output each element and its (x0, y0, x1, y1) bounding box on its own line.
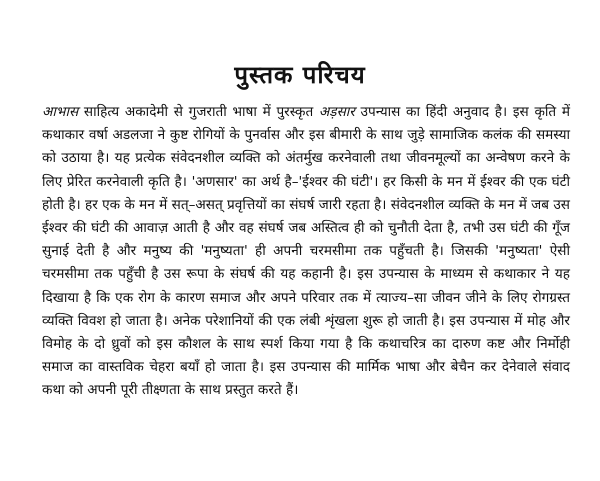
book-title-abhas: आभास (42, 104, 79, 120)
paragraph-text-part-2: उपन्यास का हिंदी अनुवाद है। इस कृति में कथाकार वर्षा अडलजा ने कुष्ट रोगियों के पुनर्वास और इस बीमारी के साथ जुड़े सामाजिक कलंक की समस्या को उठाया है। यह प्रत्येक संवेदनशील व्यक्ति को अंतर्मुख करनेवाली तथा जीवनमूल्यों का अन्वेषण करने के लिए प्रेरित करनेवाली कृति है। 'अणसार' का अर्थ है–'ईश्वर की घंटी'। हर किसी के मन में ईश्वर की एक घंटी होती है। हर एक के मन में सत्–असत् प्रवृत्तियों का संघर्ष जारी रहता है। संवेदनशील व्यक्ति के मन में जब उस ईश्वर की घंटी की आवाज़ आती है और वह संघर्ष जब अस्तित्व ही को चुनौती देता है, तभी उस घंटी की गूँज सुनाई देती है और मनुष्य की 'मनुष्यता' ही अपनी चरमसीमा तक पहुँचती है। जिसकी 'मनुष्यता' ऐसी चरमसीमा तक पहुँची है उस रूपा के संघर्ष की यह कहानी है। इस उपन्यास के माध्यम से कथाकार ने यह दिखाया है कि एक रोग के कारण समाज और अपने परिवार तक में त्याज्य–सा जीवन जीने के लिए रोगग्रस्त व्यक्ति विवश हो जाता है। अनेक परेशानियों की एक लंबी शृंखला शुरू हो जाती है। इस उपन्यास में मोह और विमोह के दो ध्रुवों को इस कौशल के साथ स्पर्श किया गया है कि कथाचरित्र का दारुण कष्ट और निर्मोही समाज का वास्तविक चेहरा बयाँ हो जाता है। इस उपन्यास की मार्मिक भाषा और बेचैन कर देनेवाले संवाद कथा को अपनी पूरी तीक्ष्णता के साथ प्रस्तुत करते हैं। (42, 104, 571, 399)
paragraph-text-part-1: साहित्य अकादेमी से गुजराती भाषा में पुरस्कृत (78, 104, 319, 120)
book-title-adsar: अड़सार (318, 104, 355, 120)
page-title: पुस्तक परिचय (234, 61, 366, 89)
body-paragraph (42, 101, 570, 403)
